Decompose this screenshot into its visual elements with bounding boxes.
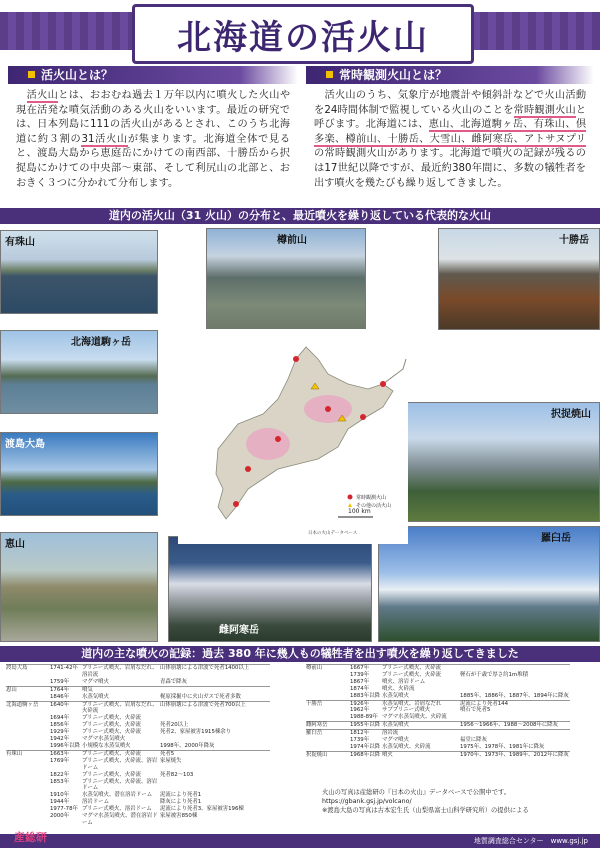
table-cell: 噴火、火砕流 — [382, 685, 415, 692]
table-cell — [160, 687, 270, 694]
volcano-list: 恵山、北海道駒ヶ岳、有珠山、倶多楽、樽前山、十勝岳、大雪山、雌阿寒岳、アトサヌプリ — [314, 119, 587, 145]
term: 常時観測火山 — [513, 104, 576, 116]
table-cell: プリニー式噴火、火砕流 — [82, 771, 141, 778]
heading-text: 活火山とは？ — [41, 68, 114, 82]
table-cell: 1741-42年 — [50, 665, 78, 671]
table-cell — [6, 743, 50, 750]
table-cell: 溶岩ドーム — [82, 799, 109, 806]
monitored-volcano-section — [306, 66, 594, 204]
table-cell: 噴石で死者5 — [460, 707, 491, 714]
photo-meakan — [168, 536, 372, 642]
table-cell: 1996年以降 — [50, 742, 80, 749]
page-title: 北海道の活火山 — [132, 4, 474, 64]
table-row — [6, 729, 270, 736]
aist-logo: 産総研 — [14, 831, 47, 844]
section-body — [16, 89, 290, 191]
table-cell: 噴火、溶岩ドーム — [382, 678, 426, 685]
table-cell: 1856年 — [50, 722, 70, 729]
table-cell: 1968年以降 — [350, 751, 380, 758]
table-cell — [460, 665, 570, 672]
footer-url: www.gsj.jp — [550, 837, 588, 845]
table-row — [6, 750, 270, 758]
volcano-marker — [245, 466, 251, 472]
hokkaido-map — [178, 329, 408, 544]
table-cell: 十勝岳 — [306, 700, 323, 707]
table-cell: 1764年 — [50, 686, 70, 693]
table-cell: 1942年 — [50, 736, 70, 743]
bullet-icon — [28, 71, 35, 78]
volcano-marker — [325, 406, 331, 412]
photo-label: 択捉焼山 — [551, 409, 591, 420]
table-row — [306, 714, 570, 721]
table-cell: 1974年以降 — [350, 743, 380, 750]
table-cell: 1739年 — [350, 671, 370, 678]
table-row — [6, 701, 270, 716]
photo-label: 恵山 — [5, 539, 25, 550]
legend-label: その他の活火山 — [356, 503, 392, 509]
table-cell: プリニー式噴火、火砕流 — [82, 715, 141, 722]
table-cell — [6, 792, 50, 799]
table-row — [6, 736, 270, 743]
volcano-marker — [380, 381, 386, 387]
table-cell: 有珠山 — [6, 750, 23, 757]
table-row — [6, 779, 270, 793]
photo-esan — [0, 532, 158, 642]
table-cell: 1759年 — [50, 678, 70, 685]
table-cell: サブプリニー式噴火 — [382, 707, 431, 714]
table-cell: プリニー式噴火、火砕流 — [82, 729, 141, 736]
volcano-marker — [360, 414, 366, 420]
body-text: とは、おおむね過去１万年以内に噴火した火山や現在活発な噴気活動のある火山をいいます。最近の研究では、日本列島に111の活火山があるとされ、このうち北海道に約３割の — [16, 90, 291, 145]
table-row — [6, 758, 270, 772]
table-cell — [6, 715, 50, 722]
table-cell: 恵山 — [6, 686, 17, 693]
table-cell: 1874年 — [350, 685, 370, 692]
table-cell: プリニー式噴火、火砕流 — [82, 722, 141, 729]
table-cell — [306, 686, 350, 693]
table-cell: 1769年 — [50, 757, 70, 764]
bullet-icon — [326, 71, 333, 78]
table-cell: 1739年 — [350, 737, 370, 744]
heading-text: 常時観測火山とは？ — [339, 68, 448, 82]
table-cell — [306, 714, 350, 721]
photo-label: 羅臼岳 — [541, 533, 571, 544]
table-row — [6, 679, 270, 686]
table-cell — [6, 806, 50, 813]
table-cell: マグマ水蒸気噴火、潜在溶岩ドーム — [82, 813, 158, 826]
table-cell: 死者2、家屋被害1915棟余り — [160, 729, 232, 736]
table-cell: 福堂に降灰 — [460, 737, 487, 744]
photo-label: 雌阿寒岳 — [219, 625, 259, 636]
table-cell: 1883年以降 — [350, 692, 380, 699]
table-cell: 泥流により死者3、家屋被害196棟 — [160, 806, 244, 813]
table-cell: 水蒸気噴火 — [382, 722, 409, 729]
table-cell: 1694年 — [50, 715, 70, 722]
table-cell: 小規模な水蒸気噴火 — [82, 742, 131, 749]
photo-komagatake — [0, 330, 158, 414]
table-cell: 梶原採掘中に火山ガスで死者多数 — [160, 693, 241, 700]
notes — [322, 788, 600, 815]
table-cell: マグマ水蒸気噴火 — [82, 736, 126, 743]
body-text2: と呼びます。北海道には、 — [314, 104, 586, 131]
table-cell: 2000年 — [50, 813, 70, 820]
photo-shiretoko — [392, 402, 600, 522]
table-cell: 山体崩壊による津波で死者700以上 — [160, 701, 246, 708]
table-row — [306, 686, 570, 693]
body-text3: の常時観測火山があります。北海道で噴火の記録が残るのは17世紀以降ですが、最近約380年間に、多数の犠牲者を出す噴火を幾たびも繰り返してきました。 — [314, 148, 586, 189]
table-row — [306, 737, 570, 744]
volcano-marker — [293, 356, 299, 362]
table-cell: 樽前山 — [306, 665, 323, 671]
table-cell — [460, 686, 570, 693]
table-cell — [6, 722, 50, 729]
footer-text — [474, 836, 588, 846]
table-row — [306, 679, 570, 686]
southwest-zone — [246, 428, 290, 460]
volcano-marker — [233, 501, 239, 507]
org-name: 地質調査総合センター — [473, 837, 544, 845]
section-heading — [306, 66, 594, 84]
table-cell — [6, 758, 50, 772]
table-row — [6, 686, 270, 694]
table-cell: 1970年、1973年、1989年、2012年に降灰 — [460, 751, 569, 758]
photo-rausu — [378, 526, 600, 642]
table-cell: 青森で降灰 — [160, 678, 187, 685]
table-cell: 渡島大島 — [6, 665, 28, 671]
table-cell — [160, 736, 270, 743]
table-cell: 1926年 — [350, 700, 370, 707]
table-row — [6, 743, 270, 750]
table-cell: プリニー式噴火、火砕流 — [82, 750, 141, 757]
table-row — [306, 729, 570, 737]
eruption-band: 道内の主な噴火の記録：過去 380 年に幾人もの犠牲者を出す噴火を繰り返してきました — [0, 646, 600, 662]
table-cell: プリニー式噴火、火砕流、溶岩ドーム — [82, 757, 158, 771]
table-row — [6, 664, 270, 679]
table-cell: 溶岩流 — [382, 730, 399, 737]
photo-tokachi — [438, 228, 600, 330]
table-cell — [6, 729, 50, 736]
eruption-table-left — [6, 664, 270, 827]
body-text: 活火山のうち、気象庁が地震計や傾斜計などで火山活動を24時間体制で監視している火山のことを — [314, 90, 587, 116]
table-cell: プリニー式噴火、火砕流 — [382, 665, 441, 671]
table-cell: 1812年 — [350, 730, 370, 737]
table-cell: 1975年、1978年、1981年に降灰 — [460, 743, 545, 750]
table-cell: 羅臼岳 — [306, 730, 323, 737]
table-row — [306, 664, 570, 672]
photo-tarumae — [206, 228, 366, 338]
table-cell: 水蒸気噴火、火砕流 — [382, 743, 431, 750]
table-cell — [306, 672, 350, 679]
table-cell: 軽石が千歳で厚さ約1m堆積 — [460, 671, 528, 678]
table-cell — [6, 799, 50, 806]
photo-usu — [0, 230, 158, 314]
table-cell: 1977-78年 — [50, 806, 78, 813]
table-cell — [6, 736, 50, 743]
distribution-band: 道内の活火山（31 火山）の分布と、最近噴火を繰り返している代表的な火山 — [0, 208, 600, 224]
header — [0, 0, 600, 62]
table-row — [6, 806, 270, 813]
table-cell: 1853年 — [50, 778, 70, 785]
table-cell — [6, 779, 50, 793]
table-cell — [306, 693, 350, 700]
table-cell: 噴火 — [382, 751, 393, 758]
table-cell: 1944年 — [50, 799, 70, 806]
map-source: 日本の火山データベース — [308, 531, 358, 536]
table-row — [6, 813, 270, 827]
table-cell: 水蒸気噴火 — [82, 693, 109, 700]
table-cell: 水蒸気噴火、潜在溶岩ドーム — [82, 792, 153, 799]
table-cell: マグマ噴火 — [382, 737, 409, 744]
table-cell: 1663年 — [50, 750, 70, 757]
table-cell: 家屋被害850棟 — [160, 813, 198, 820]
table-cell — [460, 679, 570, 686]
table-cell — [306, 737, 350, 744]
active-volcano-section — [8, 66, 298, 204]
table-cell: 北海道駒ヶ岳 — [6, 701, 39, 708]
eruption-table-right — [306, 664, 570, 759]
legend-marker — [348, 495, 353, 500]
table-row — [6, 694, 270, 701]
table-cell: 山体崩壊による津波で死者1400以上 — [160, 665, 250, 671]
table-cell: 1988-89年 — [350, 714, 378, 721]
table-cell: マグマ噴火 — [82, 678, 109, 685]
table-cell — [6, 772, 50, 779]
table-cell: 1640年 — [50, 701, 70, 708]
section-body — [314, 89, 586, 191]
table-cell: 泥流により死者144 — [460, 700, 509, 707]
volcano-marker — [275, 436, 281, 442]
body-text2: が集まります。北海道全体で見ると、渡島大島から恵庭岳にかけての南西部、十勝岳から択捉島にかけての中央部～東部、そして利尻山の北部と、おおきく３つに分かれて分布します。 — [16, 133, 291, 189]
section-heading — [8, 66, 298, 84]
table-cell: 水蒸気噴火 — [382, 692, 409, 699]
table-cell — [6, 679, 50, 686]
table-cell: マグマ水蒸気噴火、火砕流 — [382, 714, 447, 721]
table-row — [306, 700, 570, 708]
table-cell: 1998年、2000年降灰 — [160, 742, 215, 749]
table-cell: 泥流により死者1 — [160, 792, 202, 799]
table-cell — [160, 779, 270, 793]
table-cell — [460, 714, 570, 721]
table-cell — [6, 813, 50, 827]
note-line: 火山の写真は産総研の『日本の火山』データベースで公開中です。 https://gbank.gsj.jp/volcano/ — [322, 789, 511, 805]
table-cell: 死者20以上 — [160, 722, 189, 729]
table-row — [306, 721, 570, 729]
table-cell: 1910年 — [50, 792, 70, 799]
table-cell — [6, 694, 50, 701]
table-cell: 雌阿寒岳 — [306, 722, 328, 729]
table-cell: プリニー式噴火、岩屑なだれ、溶岩流 — [82, 665, 158, 678]
table-row — [306, 672, 570, 679]
table-cell: 1955年以降 — [350, 722, 380, 729]
table-cell: プリニー式噴火、火砕流 — [382, 671, 441, 678]
table-row — [306, 751, 570, 759]
table-cell: 噴気 — [82, 686, 93, 693]
photo-label: 渡島大島 — [5, 439, 45, 450]
table-cell: 択捉焼山 — [306, 751, 328, 758]
table-cell: プリニー式噴火、溶岩ドーム — [82, 806, 152, 813]
table-cell: 水蒸気噴火、岩屑なだれ — [382, 700, 442, 707]
term: 活火山 — [26, 90, 59, 101]
table-cell: プリニー式噴火、岩屑なだれ、火砕流 — [82, 701, 158, 715]
table-cell: 1867年 — [350, 678, 370, 685]
photo-label: 十勝岳 — [559, 235, 589, 246]
table-cell: 1929年 — [50, 729, 70, 736]
photo-label: 北海道駒ヶ岳 — [71, 337, 131, 348]
table-row — [6, 792, 270, 799]
table-row — [306, 693, 570, 700]
table-cell: 1885年、1886年、1887年、1894年に降灰 — [460, 692, 569, 699]
table-cell — [306, 679, 350, 686]
distribution-area — [0, 224, 600, 644]
scale-label: 100 km — [348, 508, 371, 515]
table-cell: 家屋焼失 — [160, 757, 182, 764]
table-row — [6, 772, 270, 779]
table-cell: 死者5 — [160, 750, 175, 757]
photo-oshima — [0, 432, 158, 516]
table-cell — [306, 707, 350, 714]
table-row — [306, 744, 570, 751]
table-cell — [306, 744, 350, 751]
photo-label: 有珠山 — [5, 237, 35, 248]
table-cell: 死者82～103 — [160, 771, 194, 778]
table-cell: 降灰により死者1 — [160, 799, 202, 806]
table-cell: 1667年 — [350, 665, 370, 671]
table-cell: プリニー式噴火、火砕流、溶岩ドーム — [82, 778, 158, 792]
note-line: ※渡島大島の写真は古本宏生氏（山梨県富士山科学研究所）の提供による — [322, 807, 529, 814]
table-cell: 1956～1966年、1988～2008年に降灰 — [460, 722, 559, 729]
table-cell: 1822年 — [50, 771, 70, 778]
table-cell: 1962年 — [350, 707, 370, 714]
legend-label: 常時観測火山 — [356, 495, 387, 501]
photo-label: 樽前山 — [277, 235, 307, 246]
term2: 31活火山 — [81, 133, 128, 145]
table-cell: 1846年 — [50, 693, 70, 700]
